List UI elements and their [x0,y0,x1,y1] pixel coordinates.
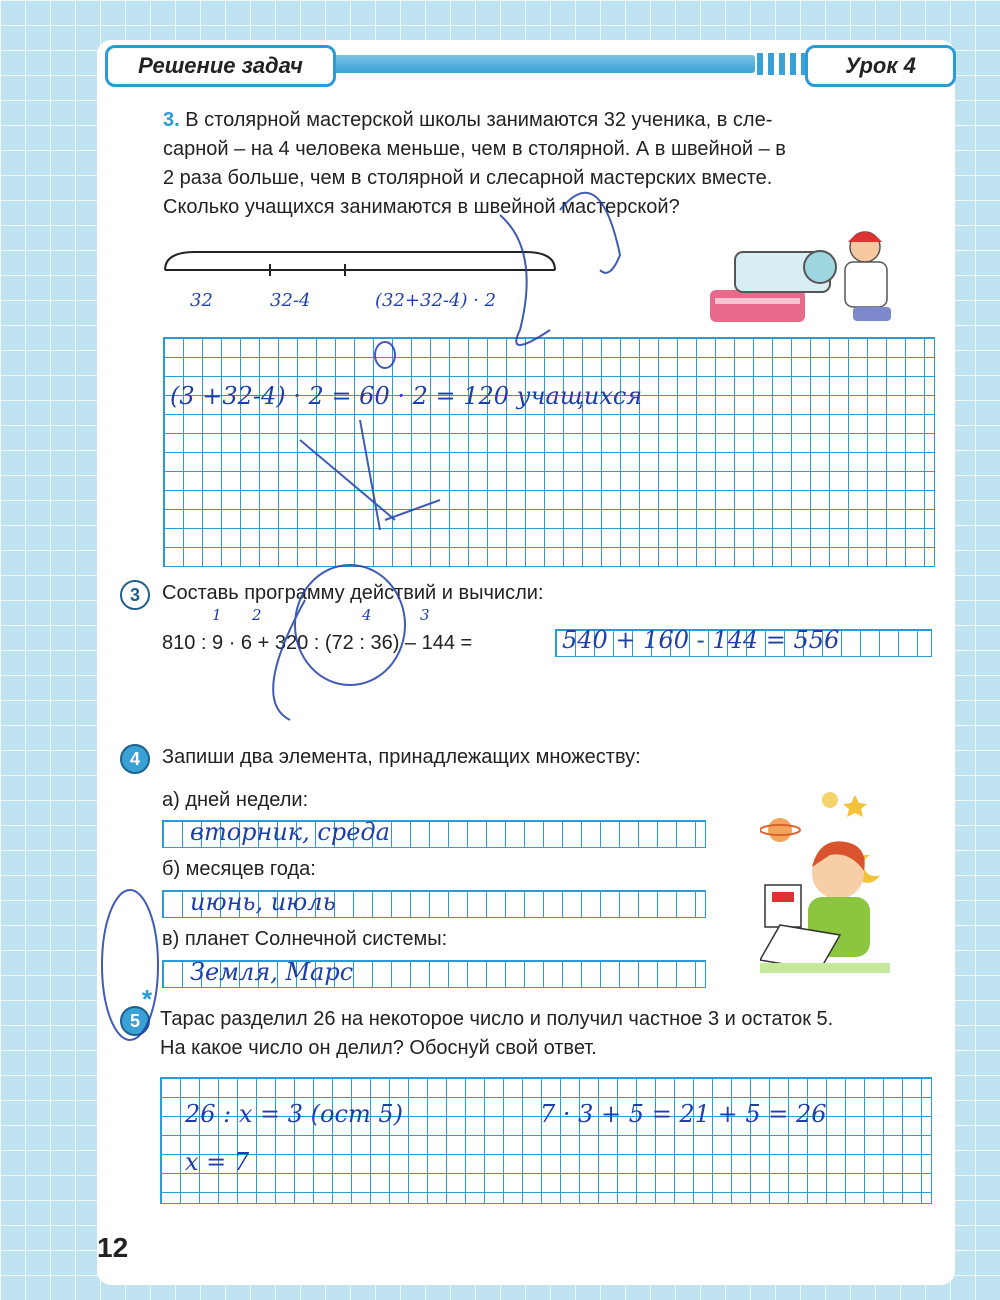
order-mark-3: 3 [420,606,430,624]
task3a-line-4: Сколько учащихся занимаются в швейной мастерской? [163,196,680,218]
task4-item-a-label: а) дней недели: [162,789,309,811]
task3a-solution: (3 +32-4) · 2 = 60 · 2 = 120 учащихся [170,382,643,410]
task5-line-2: На какое число он делил? Обоснуй свой ответ. [160,1037,597,1059]
task3b-answer: 540 + 160 - 144 = 556 [562,626,840,654]
task5-check: 7 · 3 + 5 = 21 + 5 = 26 [540,1100,827,1128]
diagram-label-1: 32 [190,290,213,311]
page-number: 12 [97,1232,129,1263]
order-mark-1: 1 [212,606,222,624]
task4-item-b-label: б) месяцев года: [162,858,316,880]
diagram-label-3: (32+32-4) · 2 [375,290,497,311]
diagram-label-2: 32-4 [270,290,311,311]
task3b-badge: 3 [120,580,150,610]
lesson-label: Урок 4 [805,45,956,87]
task3a-number: 3. [163,109,180,131]
task5-line-1: Тарас разделил 26 на некоторое число и получил частное 3 и остаток 5. [160,1008,834,1030]
task4-item-c-label: в) планет Солнечной системы: [162,928,448,950]
task5-badge: 5 [120,1006,150,1036]
task3b-expression: 810 : 9 · 6 + 320 : (72 : 36) – 144 = [162,632,473,654]
order-mark-4: 4 [362,606,372,624]
task3a-line-1: В столярной мастерской школы занимаются 32 ученика, в сле- [185,109,773,131]
task5-solution-1: 26 : x = 3 (ост 5) [185,1100,403,1128]
task3b-prompt: Составь программу действий и вычисли: [162,582,544,604]
task4-item-c-answer: Земля, Марс [190,958,354,986]
task4-badge: 4 [120,744,150,774]
task4-item-b-answer: июнь, июль [190,888,336,916]
task5-solution-2: x = 7 [185,1148,250,1176]
task3a-line-3: 2 раза больше, чем в столярной и слесарной мастерских вместе. [163,167,773,189]
task4-item-a-answer: вторник, среда [190,818,390,846]
task4-prompt: Запиши два элемента, принадлежащих множеству: [162,746,641,768]
order-mark-2: 2 [252,606,262,624]
task5-star: * [142,984,153,1014]
section-title: Решение задач [105,45,336,87]
task3a-line-2: сарной – на 4 человека меньше, чем в столярной. А в швейной – в [163,138,786,160]
